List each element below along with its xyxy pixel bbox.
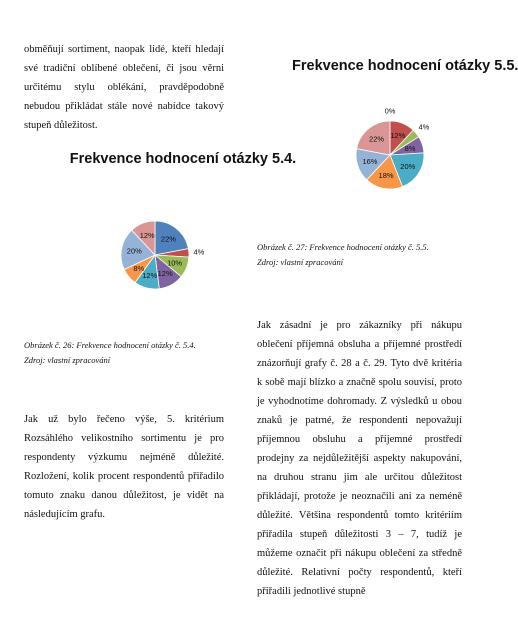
pie2-label-8: 22%: [369, 134, 385, 144]
paragraph-right: Jak zásadní je pro zákazníky při nákupu oblečení příjemná obsluha a příjemné prostředí znázorňují grafy č. 28 a č. 29. Tyto dvě kritéria k sobě mají blízko a značně spolu souvisí, proto je vyhodnotíme dohromady. Z výsledků u obou znaků je patrné, že respondenti nepovažují příjemnou obsluhu a příjemné prostředí prodejny za nejdůležitější aspekty nakupování, na druhou stranu jim ale určitou důležitost přikládají, protože je neoznačili ani za neméně důležité. Většina respondentů tomto kritériím přiřadila stupeň důležitosti 3 – 7, tudíž je můžeme označit při nákupu oblečení za středně důležité. Relativní počty respondentů, kteří přiřadili jednotlivé stupně: [257, 320, 462, 597]
pie2-label-2: 12%: [390, 130, 406, 140]
pie1-label-6: 8%: [133, 263, 145, 273]
caption-figure-27: Obrázek č. 27: Frekvence hodnocení otázky č. 5.5.: [257, 242, 429, 252]
paragraph-left-top: obměňují sortiment, naopak lidé, kteří hledají své tradiční oblíbené oblečení, či jsou věrni určitému stylu oblékání, pravděpodobně nebudou přikládat stále nové nabídce takový stupeň důležitost.: [24, 44, 224, 131]
caption-figure-26: Obrázek č. 26: Frekvence hodnocení otázky č. 5.4.: [24, 340, 196, 350]
pie2-label-1: 0%: [384, 106, 396, 116]
left-chart-title: Frekvence hodnocení otázky 5.4.: [69, 151, 297, 167]
pie1-label-7: 20%: [126, 246, 142, 256]
pie1-label-1: 22%: [160, 234, 176, 244]
caption-source-27: Zdroj: vlastní zpracování: [257, 257, 344, 267]
pie1-label-3: 10%: [167, 258, 183, 268]
pie2-label-6: 18%: [378, 171, 394, 181]
pie2-label-7: 16%: [362, 157, 378, 167]
left-pie-chart: [100, 200, 210, 310]
right-chart-title: Frekvence hodnocení otázky 5.5.: [292, 58, 518, 74]
paragraph-left-bottom: Jak už bylo řečeno výše, 5. kritérium Rozsáhlého velikostního sortimentu je pro respondenty výzkumu nejméně důležité. Rozložení, kolik procent respondentů přiřadilo tomuto znaku danou důležitost, je vidět na následujícím grafu.: [24, 414, 224, 520]
pie1-label-8: 12%: [139, 230, 155, 240]
pie2-label-3: 4%: [418, 122, 430, 132]
pie2-label-5: 20%: [400, 161, 416, 171]
left-chart-caption: [24, 338, 224, 368]
caption-source-26: Zdroj: vlastní zpracování: [24, 355, 111, 365]
pie2-label-4: 8%: [404, 143, 416, 153]
right-chart-caption: [257, 240, 462, 270]
right-pie-chart: [335, 100, 445, 210]
left-chart-title-clip: [40, 150, 297, 194]
pie1-label-2: 4%: [193, 247, 205, 257]
pie1-label-5: 12%: [142, 270, 158, 280]
pie1-label-4: 12%: [157, 268, 173, 278]
